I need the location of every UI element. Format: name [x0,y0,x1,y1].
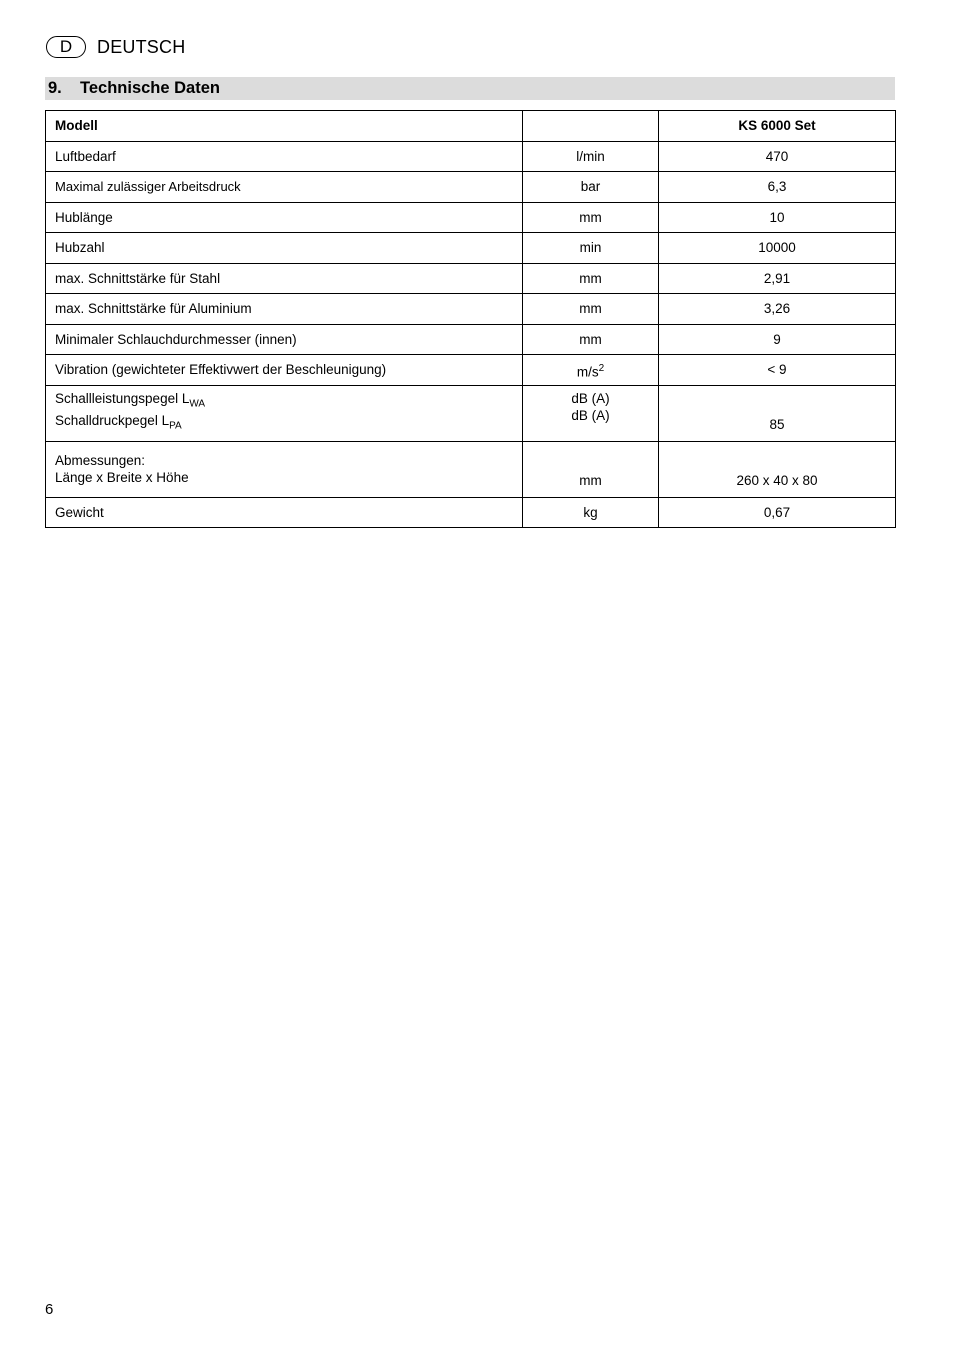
sound-pressure-unit: dB (A) [571,407,610,423]
sound-power-label [55,390,513,413]
unit-base: m/s [576,364,599,379]
header-unit-cell [523,111,659,142]
table-row [46,141,896,172]
row-label [46,441,523,497]
header-label-cell: Modell [46,111,523,142]
sound-power-unit: dB (A) [571,390,610,406]
row-label: Vibration (gewichteter Effektivwert der Beschleunigung) [46,355,523,386]
row-value: 470 [659,141,896,172]
dimensions-sublabel: Länge x Breite x Höhe [55,470,189,485]
table-row [46,172,896,203]
row-label: max. Schnittstärke für Stahl [46,263,523,294]
row-value: 0,67 [659,497,896,528]
row-unit: mm [523,202,659,233]
page-number: 6 [45,1301,54,1318]
row-unit: mm [523,263,659,294]
row-unit: mm [523,324,659,355]
sound-power-label-base: Schallleistungspegel L [55,390,190,406]
table-row [46,497,896,528]
sound-pressure-label-base: Schalldruckpegel L [55,413,170,429]
row-value: < 9 [659,355,896,386]
unit-superscript: 2 [598,362,605,374]
row-unit [523,355,659,386]
row-unit [523,385,659,441]
dimensions-label: Abmessungen: [55,453,146,468]
row-label: Hubzahl [46,233,523,264]
row-value: 6,3 [659,172,896,203]
row-label: Maximal zulässiger Arbeitsdruck [46,172,523,203]
row-label: Gewicht [46,497,523,528]
row-unit: l/min [523,141,659,172]
header-model-cell: KS 6000 Set [659,111,896,142]
table-row [46,263,896,294]
table-row [46,324,896,355]
row-unit: kg [523,497,659,528]
row-label: Hublänge [46,202,523,233]
row-value: 10 [659,202,896,233]
sound-pressure-label-sub: PA [169,420,182,432]
table-row [46,202,896,233]
table-row-dimensions [46,441,896,497]
language-name: DEUTSCH [97,36,186,57]
row-value: 9 [659,324,896,355]
table-row [46,233,896,264]
row-value: 3,26 [659,294,896,325]
table-row [46,355,896,386]
section-heading [45,77,895,100]
row-value: 10000 [659,233,896,264]
row-label [46,385,523,441]
language-code-badge: D [46,36,86,58]
table-header-row [46,111,896,142]
row-label: Minimaler Schlauchdurchmesser (innen) [46,324,523,355]
row-label: max. Schnittstärke für Aluminium [46,294,523,325]
row-unit: min [523,233,659,264]
row-value: 2,91 [659,263,896,294]
sound-pressure-label [55,412,513,435]
section-number: 9. [48,79,62,97]
table-row-sound [46,385,896,441]
section-title: Technische Daten [80,79,220,97]
row-unit: bar [523,172,659,203]
row-value: 260 x 40 x 80 [659,441,896,497]
row-unit: mm [523,441,659,497]
language-header [46,36,185,58]
row-label: Luftbedarf [46,141,523,172]
table-row [46,294,896,325]
row-value: 85 [659,385,896,441]
technical-data-table [45,110,896,528]
row-unit: mm [523,294,659,325]
sound-power-label-sub: WA [189,398,206,410]
